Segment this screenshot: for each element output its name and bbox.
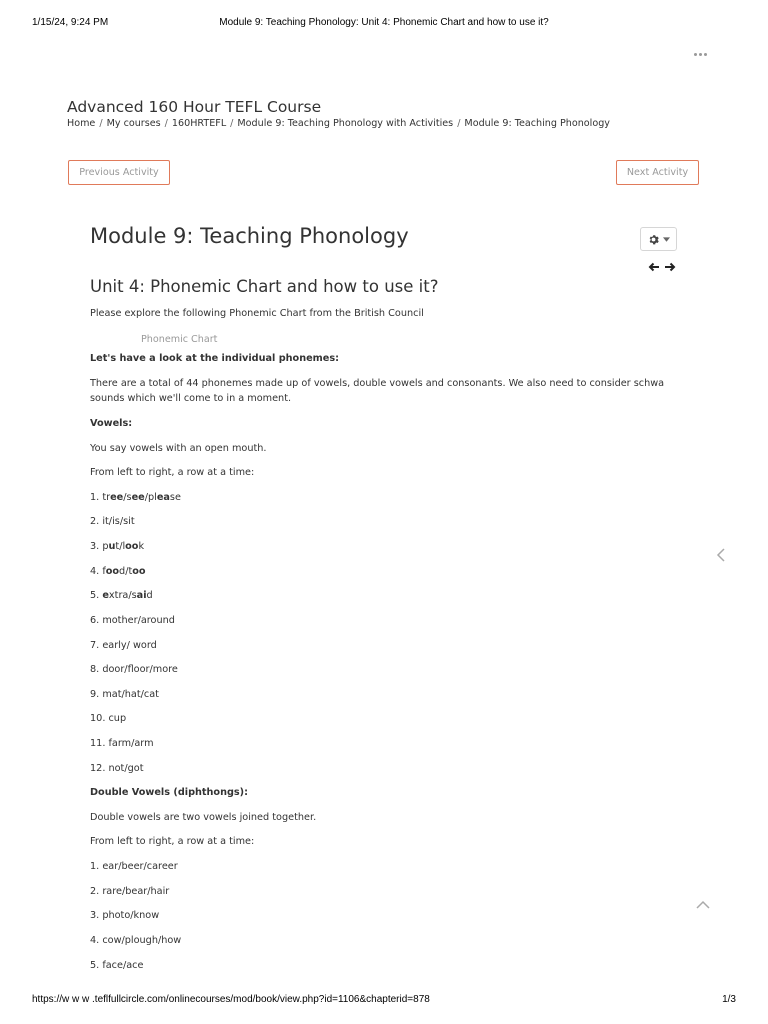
- vowel-highlight: oo: [105, 566, 120, 577]
- row-intro-vowels: From left to right, a row at a time:: [90, 467, 255, 478]
- vowel-part: k: [138, 541, 145, 552]
- next-activity-button[interactable]: Next Activity: [616, 160, 699, 185]
- vowel-part: 5.: [90, 590, 103, 601]
- arrow-left-icon[interactable]: [648, 261, 660, 273]
- vowel-part: d/t: [119, 566, 133, 577]
- vowel-item: 2. it/is/sit: [90, 516, 135, 527]
- individual-phonemes-heading: [90, 351, 339, 366]
- vowel-item: 8. door/floor/more: [90, 664, 178, 675]
- gear-icon: [648, 234, 659, 245]
- vowel-part: se: [169, 492, 181, 503]
- breadcrumb-separator: /: [164, 118, 168, 129]
- individual-phonemes-heading-text: Let's have a look at the individual phonemes:: [90, 353, 339, 364]
- diphthong-item: 5. face/ace: [90, 960, 144, 971]
- breadcrumb-separator: /: [99, 118, 103, 129]
- total-phonemes-paragraph: There are a total of 44 phonemes made up of vowels, double vowels and consonants. We also need to consider schwa sounds which we'll come to in a moment.: [90, 378, 665, 404]
- vowel-highlight: ea: [156, 492, 170, 503]
- breadcrumb-book[interactable]: Module 9: Teaching Phonology: [464, 118, 610, 129]
- book-arrow-nav: [648, 261, 676, 273]
- module-heading: Module 9: Teaching Phonology: [90, 224, 409, 248]
- vowels-heading: [90, 416, 132, 431]
- print-url: https://w w w .teflfullcircle.com/onlinecourses/mod/book/view.php?id=1106&chapterid=878: [32, 994, 430, 1005]
- diphthong-item: 1. ear/beer/career: [90, 861, 178, 872]
- vowel-highlight: ai: [136, 590, 147, 601]
- breadcrumb-separator: /: [457, 118, 461, 129]
- vowel-item: [90, 539, 144, 554]
- previous-activity-button[interactable]: Previous Activity: [68, 160, 170, 185]
- vowel-highlight: u: [108, 541, 116, 552]
- phonemic-chart-link[interactable]: Phonemic Chart: [141, 334, 218, 345]
- vowel-item: [90, 490, 181, 505]
- caret-down-icon: [663, 237, 670, 242]
- breadcrumb-home[interactable]: Home: [67, 118, 96, 129]
- vowel-part: 1. tr: [90, 492, 111, 503]
- arrow-right-icon[interactable]: [664, 261, 676, 273]
- print-doc-title: Module 9: Teaching Phonology: Unit 4: Phonemic Chart and how to use it?: [219, 17, 549, 28]
- diphthong-item: 2. rare/bear/hair: [90, 886, 170, 897]
- vowel-item: 9. mat/hat/cat: [90, 689, 159, 700]
- vowel-item: 12. not/got: [90, 763, 144, 774]
- diphthong-item: 4. cow/plough/how: [90, 935, 182, 946]
- vowel-item: 11. farm/arm: [90, 738, 154, 749]
- chevron-up-icon[interactable]: [696, 900, 710, 910]
- vowel-highlight: ee: [131, 492, 145, 503]
- course-title: Advanced 160 Hour TEFL Course: [67, 98, 322, 116]
- vowel-part: 4. f: [90, 566, 106, 577]
- vowels-description: You say vowels with an open mouth.: [90, 443, 267, 454]
- vowel-item: [90, 588, 153, 603]
- print-datetime: 1/15/24, 9:24 PM: [32, 17, 109, 28]
- print-page-number: 1/3: [722, 994, 736, 1005]
- vowel-highlight: oo: [132, 566, 146, 577]
- print-header: [0, 17, 768, 31]
- double-vowels-description: Double vowels are two vowels joined together.: [90, 812, 317, 823]
- vowel-part: 3. p: [90, 541, 109, 552]
- double-vowels-heading: [90, 785, 248, 800]
- vowel-part: /s: [123, 492, 132, 503]
- vowel-item: 7. early/ word: [90, 640, 157, 651]
- vowel-item: 10. cup: [90, 713, 127, 724]
- vowel-part: t/l: [115, 541, 126, 552]
- vowel-part: d: [146, 590, 153, 601]
- vowel-part: xtra/s: [108, 590, 137, 601]
- settings-menu-button[interactable]: [640, 227, 677, 251]
- chevron-left-icon[interactable]: [716, 548, 726, 562]
- vowel-highlight: oo: [125, 541, 139, 552]
- vowel-part: /pl: [144, 492, 157, 503]
- double-vowels-heading-text: Double Vowels (diphthongs):: [90, 787, 248, 798]
- row-intro-double: From left to right, a row at a time:: [90, 836, 255, 847]
- breadcrumb-section[interactable]: Module 9: Teaching Phonology with Activities: [237, 118, 454, 129]
- vowel-highlight: e: [102, 590, 109, 601]
- unit-heading: Unit 4: Phonemic Chart and how to use it?: [90, 277, 439, 296]
- breadcrumb-course[interactable]: 160HRTEFL: [171, 118, 227, 129]
- diphthong-item: 3. photo/know: [90, 910, 160, 921]
- breadcrumb-my-courses[interactable]: My courses: [106, 118, 161, 129]
- intro-text: Please explore the following Phonemic Chart from the British Council: [90, 308, 424, 319]
- more-dots-icon[interactable]: [694, 50, 708, 58]
- print-footer: [0, 994, 768, 1008]
- vowels-heading-text: Vowels:: [90, 418, 133, 429]
- vowel-highlight: ee: [110, 492, 124, 503]
- vowel-item: 6. mother/around: [90, 615, 175, 626]
- vowel-item: [90, 564, 146, 579]
- breadcrumb-separator: /: [230, 118, 234, 129]
- breadcrumb: [67, 118, 610, 129]
